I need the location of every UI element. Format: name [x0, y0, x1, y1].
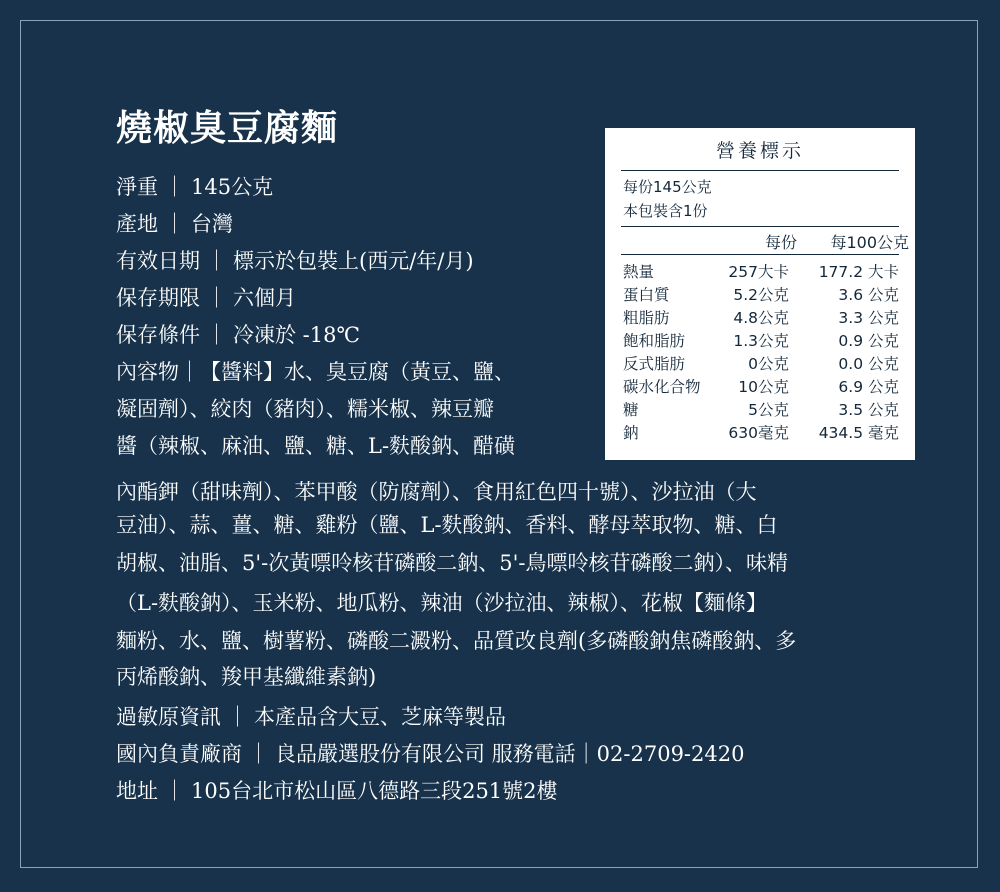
info-label: 保存期限 — [116, 286, 200, 310]
nutrition-title: 營養標示 — [715, 140, 804, 162]
nutrient-per-serving: 4.8公克 — [733, 309, 789, 327]
nutrition-row — [623, 352, 899, 374]
nutrient-name: 鈉 — [623, 424, 639, 442]
servings-per-package: 本包裝含1份 — [623, 202, 708, 220]
serving-size: 每份145公克 — [623, 178, 712, 196]
nutrient-name: 粗脂肪 — [623, 309, 670, 327]
nutrient-per-100g: 6.9 公克 — [838, 378, 899, 396]
nutrient-name: 熱量 — [623, 263, 655, 281]
nutrient-per-serving: 10公克 — [738, 378, 789, 396]
info-allergen — [116, 702, 506, 732]
ingredients-line: 丙烯酸鈉、羧甲基纖維素鈉) — [116, 665, 377, 689]
info-value: 105台北市松山區八德路三段251號2樓 — [191, 779, 558, 803]
info-origin — [116, 209, 233, 239]
column-header-per-serving: 每份 — [764, 233, 797, 252]
info-separator: ｜ — [164, 175, 185, 199]
ingredients-line: 豆油）、蒜、薑、糖、雞粉（鹽、L-麩酸鈉、香料、酵母萃取物、糖、白 — [116, 513, 778, 537]
info-value: 145公克 — [191, 175, 274, 199]
nutrition-row — [623, 283, 899, 305]
nutrient-per-100g: 3.6 公克 — [838, 286, 899, 304]
nutrition-divider — [621, 170, 899, 171]
nutrient-name: 飽和脂肪 — [623, 332, 686, 350]
nutrient-per-serving: 257大卡 — [728, 263, 789, 281]
nutrition-divider — [621, 226, 899, 227]
info-storage — [116, 320, 360, 350]
ingredients-line: 內酯鉀（甜味劑）、苯甲酸（防腐劑）、食用紅色四十號）、沙拉油（大 — [116, 480, 757, 504]
info-manufacturer — [116, 739, 744, 769]
nutrient-per-100g: 434.5 毫克 — [818, 424, 899, 442]
info-separator: ｜ — [248, 742, 269, 766]
info-value: 六個月 — [233, 286, 296, 310]
nutrition-divider — [621, 254, 899, 255]
info-value: 冷凍於 -18℃ — [233, 323, 360, 347]
nutrient-name: 糖 — [623, 401, 639, 419]
nutrition-row — [623, 398, 899, 420]
info-value: 台灣 — [191, 212, 233, 236]
info-value: 本產品含大豆、芝麻等製品 — [254, 705, 506, 729]
ingredients-line: 凝固劑）、絞肉（豬肉）、糯米椒、辣豆瓣 — [116, 397, 494, 421]
nutrient-per-serving: 1.3公克 — [733, 332, 789, 350]
info-address — [116, 776, 558, 806]
info-label: 淨重 — [116, 175, 158, 199]
nutrition-row — [623, 260, 899, 282]
nutrition-panel — [605, 128, 915, 460]
info-label: 國內負責廠商 — [116, 742, 242, 766]
info-label: 有效日期 — [116, 249, 200, 273]
info-separator: ｜ — [164, 212, 185, 236]
ingredients-line: 醬（辣椒、麻油、鹽、糖、L-麩酸鈉、醋磺 — [116, 434, 516, 458]
ingredients-line: （L-麩酸鈉）、玉米粉、地瓜粉、辣油（沙拉油、辣椒）、花椒【麵條】 — [116, 591, 768, 615]
nutrition-row — [623, 329, 899, 351]
info-net-weight — [116, 172, 273, 202]
nutrition-row — [623, 421, 899, 443]
ingredients-line: 胡椒、油脂、5'-次黃嘌呤核苷磷酸二鈉、5'-鳥嘌呤核苷磷酸二鈉）、味精 — [116, 551, 788, 575]
nutrition-row — [623, 306, 899, 328]
info-value: 標示於包裝上(西元/年/月) — [233, 249, 474, 273]
nutrient-per-100g: 0.9 公克 — [838, 332, 899, 350]
nutrient-per-100g: 3.5 公克 — [838, 401, 899, 419]
ingredients-line: 內容物｜【醬料】水、臭豆腐（黃豆、鹽、 — [116, 360, 515, 384]
nutrient-per-100g: 0.0 公克 — [838, 355, 899, 373]
info-separator: ｜ — [227, 705, 248, 729]
nutrient-name: 碳水化合物 — [623, 378, 701, 396]
info-label: 地址 — [116, 779, 158, 803]
nutrition-row — [623, 375, 899, 397]
info-separator: ｜ — [164, 779, 185, 803]
info-label: 產地 — [116, 212, 158, 236]
info-separator: ｜ — [206, 323, 227, 347]
info-separator: ｜ — [206, 249, 227, 273]
ingredients-line: 麵粉、水、鹽、樹薯粉、磷酸二澱粉、品質改良劑(多磷酸鈉焦磷酸鈉、多 — [116, 629, 797, 653]
nutrient-per-100g: 3.3 公克 — [838, 309, 899, 327]
nutrient-name: 反式脂肪 — [623, 355, 686, 373]
info-value: 良品嚴選股份有限公司 服務電話｜02-2709-2420 — [275, 742, 745, 766]
column-header-per-100g: 每100公克 — [830, 233, 909, 252]
nutrient-per-serving: 630毫克 — [728, 424, 789, 442]
nutrient-per-serving: 5公克 — [748, 401, 789, 419]
nutrient-per-serving: 0公克 — [748, 355, 789, 373]
info-shelf-life — [116, 283, 296, 313]
info-label: 過敏原資訊 — [116, 705, 221, 729]
nutrient-per-serving: 5.2公克 — [733, 286, 789, 304]
info-label: 保存條件 — [116, 323, 200, 347]
nutrient-per-100g: 177.2 大卡 — [818, 263, 899, 281]
info-expiry — [116, 246, 474, 276]
product-title: 燒椒臭豆腐麵 — [116, 107, 339, 149]
nutrient-name: 蛋白質 — [623, 286, 670, 304]
info-separator: ｜ — [206, 286, 227, 310]
